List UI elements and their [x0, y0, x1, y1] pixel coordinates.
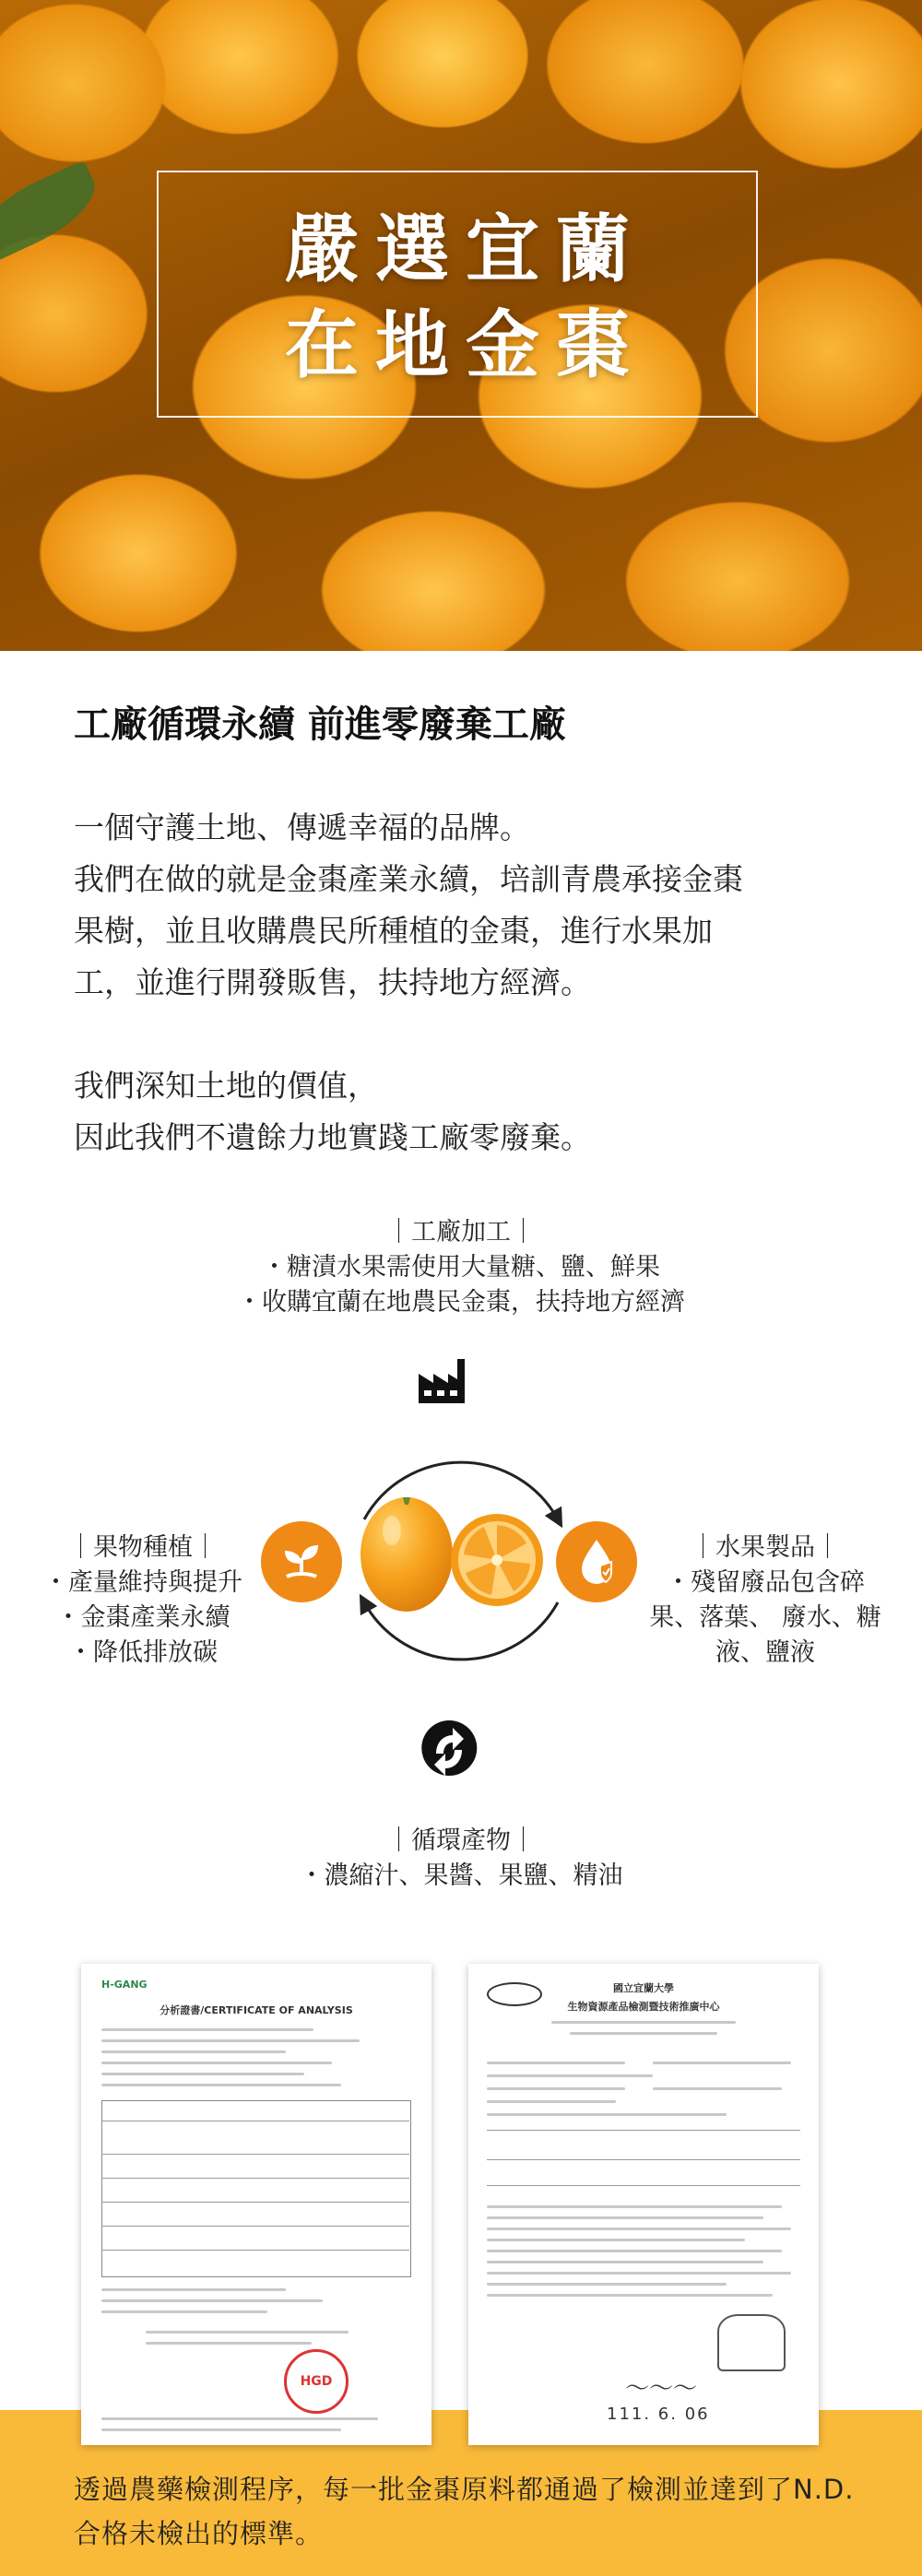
signature: 〜〜〜: [625, 2375, 698, 2403]
hgd-stamp: HGD: [284, 2349, 349, 2414]
university-name: 國立宜蘭大學: [613, 1982, 674, 1994]
block-line: 液、鹽液: [715, 1638, 815, 1667]
block-line: ・降低排放碳: [68, 1638, 218, 1667]
leaf-decoration: [0, 160, 107, 265]
footer-text: 透過農藥檢測程序，每一批金棗原料都通過了檢測並達到了N.D.合格未檢出的標準。: [74, 2474, 855, 2549]
fruit-planting-block: [18, 1530, 267, 1671]
hero-title: [157, 201, 758, 393]
block-line: 果、落葉、 廢水、糖: [649, 1603, 881, 1632]
intro-body: [74, 802, 885, 1164]
intro-line: 我們在做的就是金棗產業永續，培訓青農承接金棗: [74, 861, 743, 897]
intro-line: 因此我們不遺餘力地實踐工廠零廢棄。: [74, 1119, 591, 1155]
kumquat-half: [449, 1512, 545, 1608]
official-seal: [717, 2314, 786, 2371]
block-line: ・濃縮汁、果醬、果鹽、精油: [299, 1861, 623, 1890]
block-line: ・產量維持與提升: [43, 1568, 242, 1597]
center-name: 生物資源產品檢測暨技術推廣中心: [567, 2001, 720, 2013]
drop-shield-icon: [556, 1521, 637, 1602]
intro-line: 果樹，並且收購農民所種植的金棗，進行水果加: [74, 913, 713, 949]
lab-logo: H-GANG: [101, 1979, 148, 1991]
block-title: ｜工廠加工｜: [386, 1218, 536, 1247]
certificate-date: 111. 6. 06: [607, 2405, 710, 2424]
inspection-certificate: [468, 1964, 819, 2445]
block-line: ・糖漬水果需使用大量糖、鹽、鮮果: [262, 1253, 660, 1282]
factory-processing-block: [184, 1215, 738, 1320]
recycle-icon: [420, 1717, 479, 1787]
section-heading: 工廠循環永續 前進零廢棄工廠: [74, 703, 566, 746]
analysis-certificate: [81, 1964, 431, 2445]
recycled-products-block: [230, 1824, 692, 1894]
block-title: ｜循環產物｜: [386, 1826, 536, 1855]
kumquat-whole: [357, 1486, 456, 1615]
block-line: ・殘留廢品包含碎: [666, 1568, 865, 1597]
hero-title-line-2: 在地金棗: [285, 301, 646, 388]
fruit-products-block: [627, 1530, 904, 1671]
block-line: ・收購宜蘭在地農民金棗，扶持地方經濟: [237, 1288, 685, 1317]
intro-line: 工，並進行開發販售，扶持地方經濟。: [74, 964, 591, 1000]
intro-line: 我們深知土地的價值，: [74, 1068, 378, 1104]
sprout-icon: [261, 1521, 342, 1602]
hero-banner: [0, 0, 922, 651]
block-title: ｜水果製品｜: [691, 1533, 840, 1562]
certificate-heading: 分析證書/CERTIFICATE OF ANALYSIS: [160, 2004, 353, 2016]
intro-line: 一個守護土地、傳遞幸福的品牌。: [74, 809, 530, 845]
factory-icon: [415, 1353, 474, 1405]
block-line: ・金棗產業永續: [55, 1603, 230, 1632]
block-title: ｜果物種植｜: [68, 1533, 218, 1562]
hero-title-line-1: 嚴選宜蘭: [285, 206, 646, 292]
